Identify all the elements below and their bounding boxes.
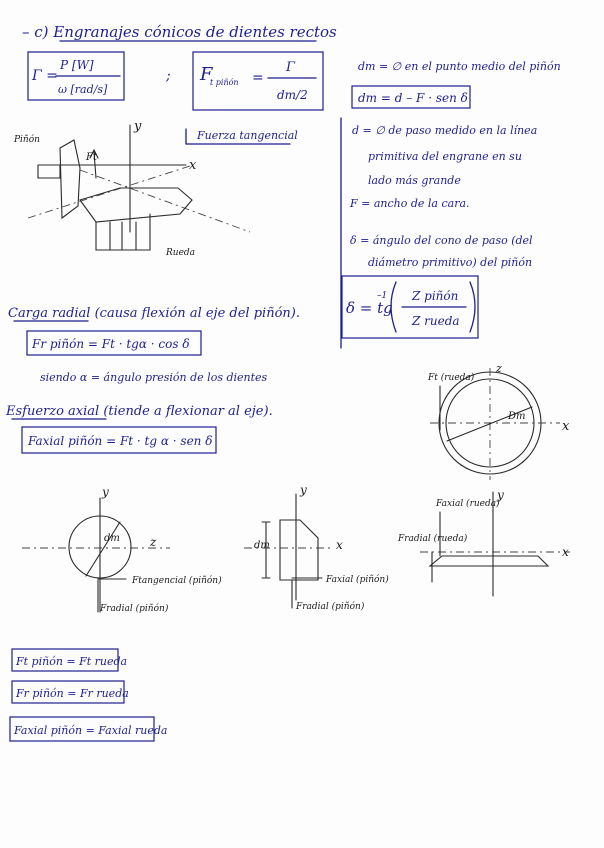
fig1-pinion-shaft	[38, 165, 60, 178]
axial-title: Esfuerzo axial (tiende a flexionar al eje).	[6, 404, 273, 419]
d-definition-3: lado más grande	[368, 174, 461, 187]
pinion-side-sketch	[244, 483, 389, 612]
f-definition: F = ancho de la cara.	[350, 197, 470, 210]
ring-x-label: x	[562, 419, 570, 434]
torque-lhs: Γ =	[32, 68, 58, 84]
figb-fa-label: Faxial (piñón)	[326, 575, 389, 585]
figa-ft-label: Ftangencial (piñón)	[132, 576, 222, 586]
delta-paren-right	[470, 282, 475, 332]
radial-note: siendo α = ángulo presión de los dientes	[40, 371, 268, 384]
summary-ft: Ft piñón = Ft rueda	[16, 655, 128, 668]
ft-equals: =	[252, 70, 264, 86]
ft-denominator: dm/2	[277, 88, 308, 102]
figa-dm-label: dm	[104, 533, 120, 544]
pinion-front-sketch	[22, 485, 222, 614]
svg-text:;: ;	[166, 68, 171, 84]
figa-z-label: z	[150, 535, 157, 549]
figb-y-label: y	[300, 483, 307, 497]
ft-lhs: F	[200, 64, 213, 85]
page-heading: – c) Engranajes cónicos de dientes rectos	[22, 23, 337, 41]
ring-dm-label: Dm	[508, 411, 526, 422]
wheel-ring-sketch	[427, 362, 570, 480]
axial-equation: Faxial piñón = Ft · tg α · sen δ	[28, 434, 213, 448]
torque-numerator: P [W]	[60, 58, 94, 72]
delta-definition-2: diámetro primitivo) del piñón	[368, 256, 533, 269]
figc-y-label: y	[497, 488, 504, 502]
figb-gear-body	[280, 520, 318, 580]
delta-denominator: Z rueda	[412, 314, 460, 328]
summary-faxial: Faxial piñón = Faxial rueda	[14, 724, 168, 737]
figb-dm-label: dm	[254, 540, 270, 551]
ring-force-label: Ft (rueda)	[428, 373, 475, 383]
figc-fr-label: Fradial (rueda)	[398, 534, 468, 544]
delta-equation-exp: –1	[377, 291, 388, 301]
fig1-wheel-body	[80, 188, 192, 222]
ft-label: Fuerza tangencial	[197, 129, 298, 142]
radial-title: Carga radial (causa flexión al eje del piñón).	[8, 306, 300, 321]
fig1-y-label: y	[134, 119, 142, 134]
figb-fr-label: Fradial (piñón)	[296, 602, 365, 612]
fig1-cone-line	[80, 170, 250, 232]
figc-x-label: x	[562, 545, 569, 559]
figc-wheel-body	[430, 556, 548, 566]
ft-lhs-sub: t piñón	[210, 78, 239, 87]
d-definition-2: primitiva del engrane en su	[368, 150, 522, 163]
delta-numerator: Z piñón	[412, 289, 459, 303]
delta-equation-lhs: δ = tg	[346, 299, 393, 317]
fig1-pinion-axis	[28, 166, 190, 218]
ft-numerator: Γ	[286, 60, 296, 75]
figa-y-label: y	[102, 485, 109, 499]
ring-z-label: z	[496, 362, 502, 375]
fig1-wheel-label: Rueda	[166, 248, 196, 258]
figa-fr-label: Fradial (piñón)	[100, 604, 169, 614]
radial-equation: Fr piñón = Ft · tgα · cos δ	[32, 337, 190, 351]
fig1-force-label: Ft	[86, 152, 97, 163]
d-definition-1: d = ∅ de paso medido en la línea	[352, 124, 538, 137]
fig1-hub-hatch	[110, 222, 136, 250]
fig1-x-label: x	[189, 158, 197, 173]
figa-diameter-line	[86, 522, 120, 576]
wheel-side-sketch	[397, 488, 570, 596]
delta-definition-1: δ = ángulo del cono de paso (del	[350, 234, 533, 247]
summary-fr: Fr piñón = Fr rueda	[16, 687, 129, 700]
figb-x-label: x	[336, 538, 343, 552]
torque-denominator: ω [rad/s]	[58, 83, 108, 96]
fig1-pinion-label: Piñón	[14, 135, 40, 145]
dm-equation: dm = d – F · sen δ	[358, 91, 468, 105]
dm-definition: dm = ∅ en el punto medio del piñón	[358, 60, 561, 73]
figc-fa-label: Faxial (rueda)	[436, 499, 500, 509]
